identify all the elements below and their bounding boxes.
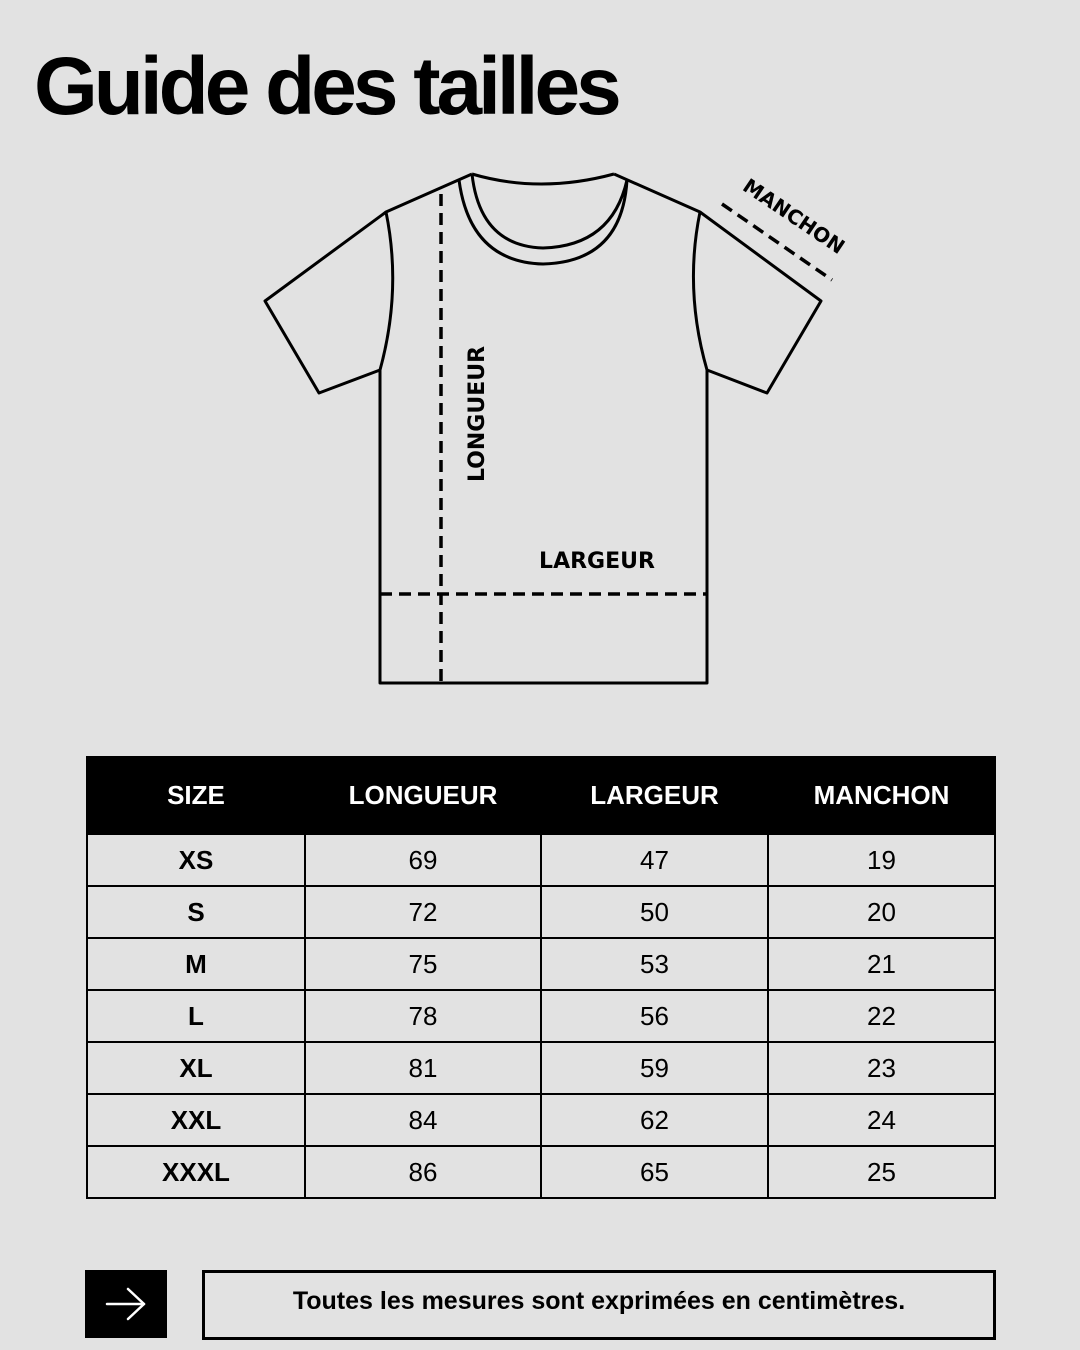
sleeve-cell: 25 bbox=[768, 1146, 995, 1198]
sleeve-cell: 23 bbox=[768, 1042, 995, 1094]
sleeve-cell: 24 bbox=[768, 1094, 995, 1146]
width-cell: 62 bbox=[541, 1094, 768, 1146]
size-cell: M bbox=[87, 938, 305, 990]
table-row bbox=[87, 990, 995, 1042]
table-header-row bbox=[87, 757, 995, 834]
length-label: LONGUEUR bbox=[465, 345, 490, 483]
tshirt-outline bbox=[265, 174, 821, 683]
table-row bbox=[87, 834, 995, 886]
size-table bbox=[86, 756, 996, 1199]
arrow-right-icon bbox=[104, 1287, 148, 1321]
width-label: LARGEUR bbox=[539, 549, 655, 574]
header-length: LONGUEUR bbox=[305, 757, 541, 834]
header-sleeve: MANCHON bbox=[768, 757, 995, 834]
next-arrow-button[interactable] bbox=[85, 1270, 167, 1338]
size-cell: XXL bbox=[87, 1094, 305, 1146]
length-cell: 75 bbox=[305, 938, 541, 990]
sleeve-cell: 19 bbox=[768, 834, 995, 886]
table-row bbox=[87, 1094, 995, 1146]
table-row bbox=[87, 938, 995, 990]
header-size: SIZE bbox=[87, 757, 305, 834]
width-cell: 65 bbox=[541, 1146, 768, 1198]
width-cell: 53 bbox=[541, 938, 768, 990]
length-cell: 86 bbox=[305, 1146, 541, 1198]
width-cell: 50 bbox=[541, 886, 768, 938]
length-cell: 69 bbox=[305, 834, 541, 886]
units-note-text: Toutes les mesures sont exprimées en centimètres. bbox=[292, 1286, 906, 1315]
length-cell: 78 bbox=[305, 990, 541, 1042]
size-cell: XL bbox=[87, 1042, 305, 1094]
sleeve-cell: 21 bbox=[768, 938, 995, 990]
sleeve-label: MANCHON bbox=[738, 173, 850, 259]
size-cell: S bbox=[87, 886, 305, 938]
width-cell: 59 bbox=[541, 1042, 768, 1094]
sleeve-cell: 20 bbox=[768, 886, 995, 938]
units-note bbox=[202, 1270, 996, 1340]
sleeve-cell: 22 bbox=[768, 990, 995, 1042]
size-cell: XS bbox=[87, 834, 305, 886]
table-row bbox=[87, 1146, 995, 1198]
size-cell: L bbox=[87, 990, 305, 1042]
table-row bbox=[87, 886, 995, 938]
header-width: LARGEUR bbox=[541, 757, 768, 834]
width-cell: 56 bbox=[541, 990, 768, 1042]
width-cell: 47 bbox=[541, 834, 768, 886]
length-cell: 81 bbox=[305, 1042, 541, 1094]
length-cell: 84 bbox=[305, 1094, 541, 1146]
size-cell: XXXL bbox=[87, 1146, 305, 1198]
table-row bbox=[87, 1042, 995, 1094]
measure-lines bbox=[380, 194, 832, 683]
page-title: Guide des tailles bbox=[34, 41, 618, 132]
length-cell: 72 bbox=[305, 886, 541, 938]
